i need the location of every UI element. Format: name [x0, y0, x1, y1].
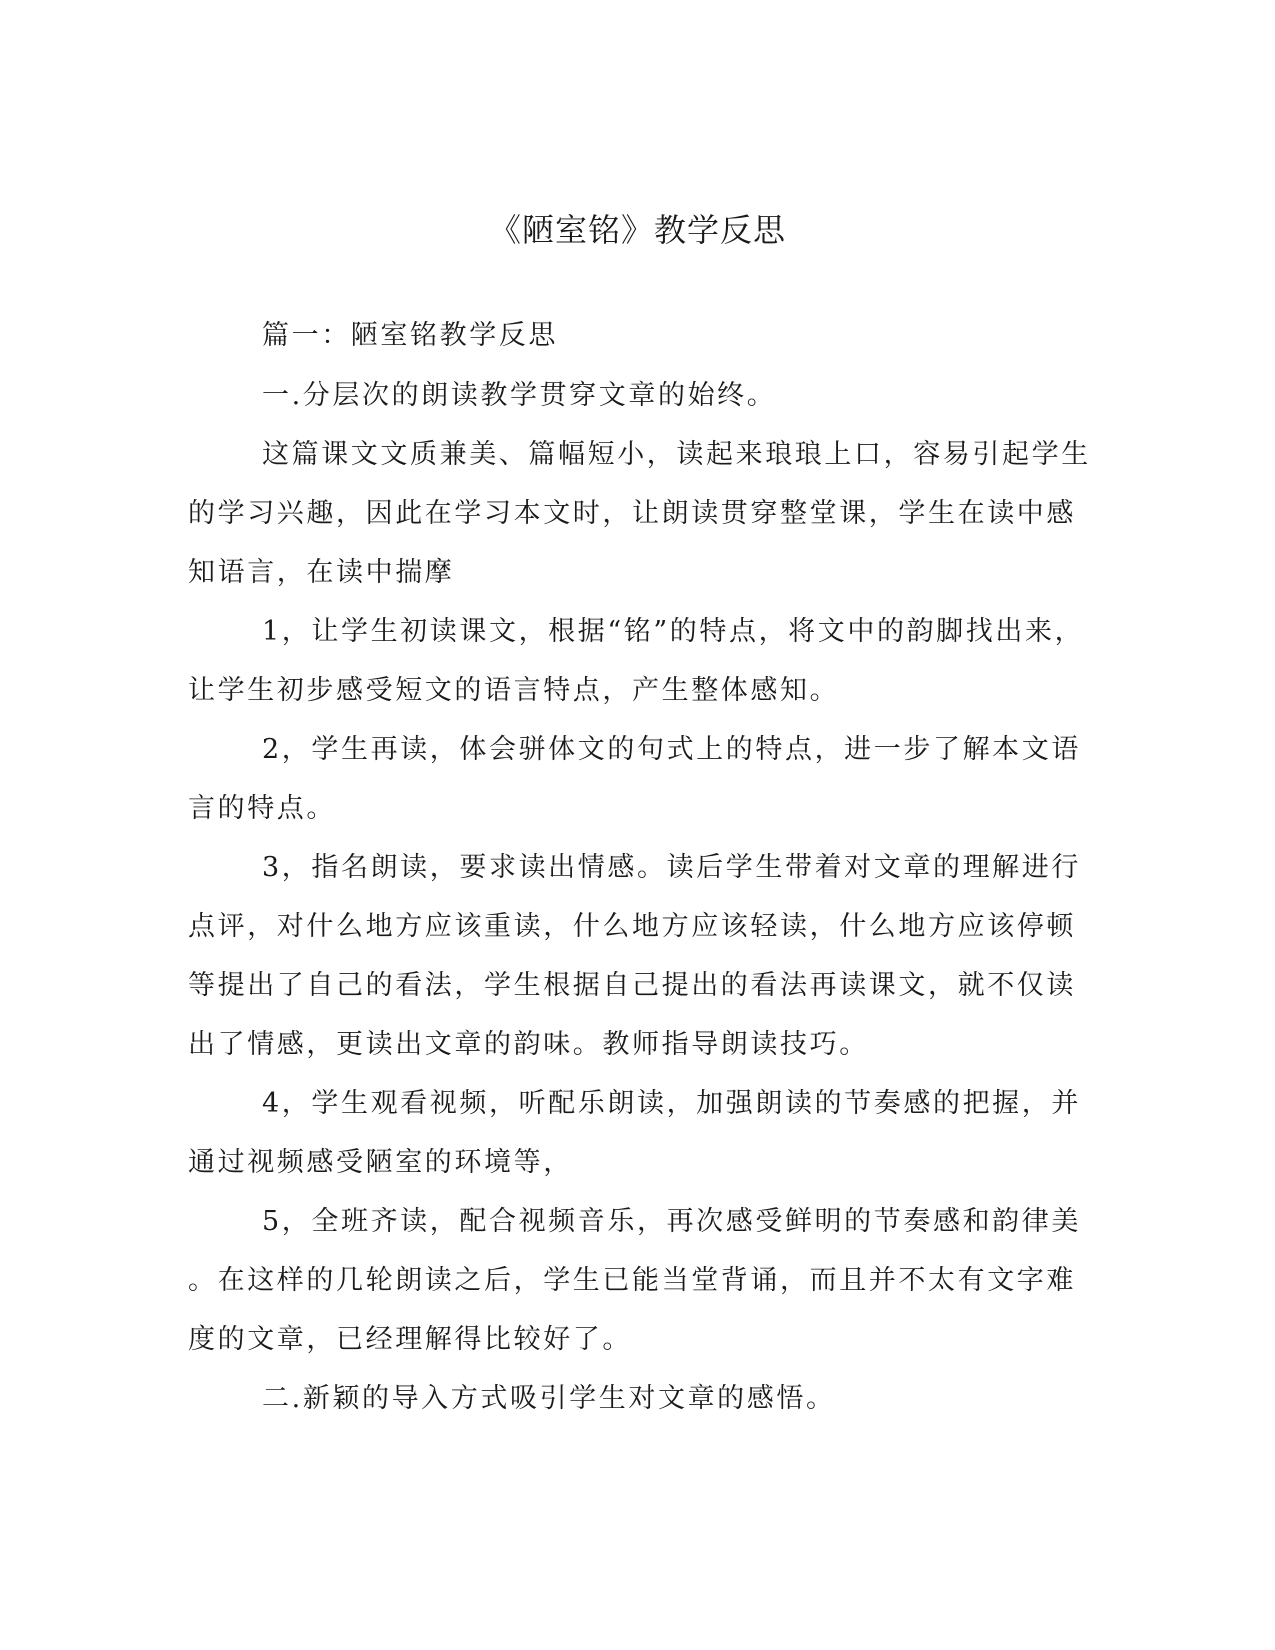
- paragraph-line: 出了情感，更读出文章的韵味。教师指导朗读技巧。: [188, 1029, 869, 1060]
- paragraph-line: 通过视频感受陋室的环境等，: [188, 1147, 573, 1178]
- paragraph-line: 2，学生再读，体会骈体文的句式上的特点，进一步了解本文语: [262, 734, 1081, 765]
- paragraph-line: 5，全班齐读，配合视频音乐，再次感受鲜明的节奏感和韵律美: [262, 1206, 1081, 1237]
- paragraph-line: 度的文章，已经理解得比较好了。: [188, 1324, 632, 1355]
- subsection-heading: 二.新颖的导入方式吸引学生对文章的感悟。: [262, 1383, 836, 1414]
- paragraph-line: 等提出了自己的看法，学生根据自己提出的看法再读课文，就不仅读: [188, 970, 1076, 1001]
- section-heading: 篇一：陋室铭教学反思: [262, 320, 558, 351]
- subsection-heading: 一.分层次的朗读教学贯穿文章的始终。: [262, 380, 777, 411]
- paragraph-line: 的学习兴趣，因此在学习本文时，让朗读贯穿整堂课，学生在读中感: [188, 498, 1076, 529]
- paragraph-line: 这篇课文文质兼美、篇幅短小，读起来琅琅上口，容易引起学生: [262, 439, 1091, 470]
- paragraph-line: 4，学生观看视频，听配乐朗读，加强朗读的节奏感的把握，并: [262, 1088, 1081, 1119]
- paragraph-line: 点评，对什么地方应该重读，什么地方应该轻读，什么地方应该停顿: [188, 911, 1076, 942]
- paragraph-line: 让学生初步感受短文的语言特点，产生整体感知。: [188, 675, 840, 706]
- document-title: 《陋室铭》教学反思: [488, 211, 786, 249]
- paragraph-line: 。在这样的几轮朗读之后，学生已能当堂背诵，而且并不太有文字难: [188, 1265, 1076, 1296]
- paragraph-line: 1，让学生初读课文，根据“铭”的特点，将文中的韵脚找出来，: [262, 616, 1085, 647]
- paragraph-line: 3，指名朗读，要求读出情感。读后学生带着对文章的理解进行: [262, 852, 1081, 883]
- paragraph-line: 知语言，在读中揣摩: [188, 557, 455, 588]
- paragraph-line: 言的特点。: [188, 793, 336, 824]
